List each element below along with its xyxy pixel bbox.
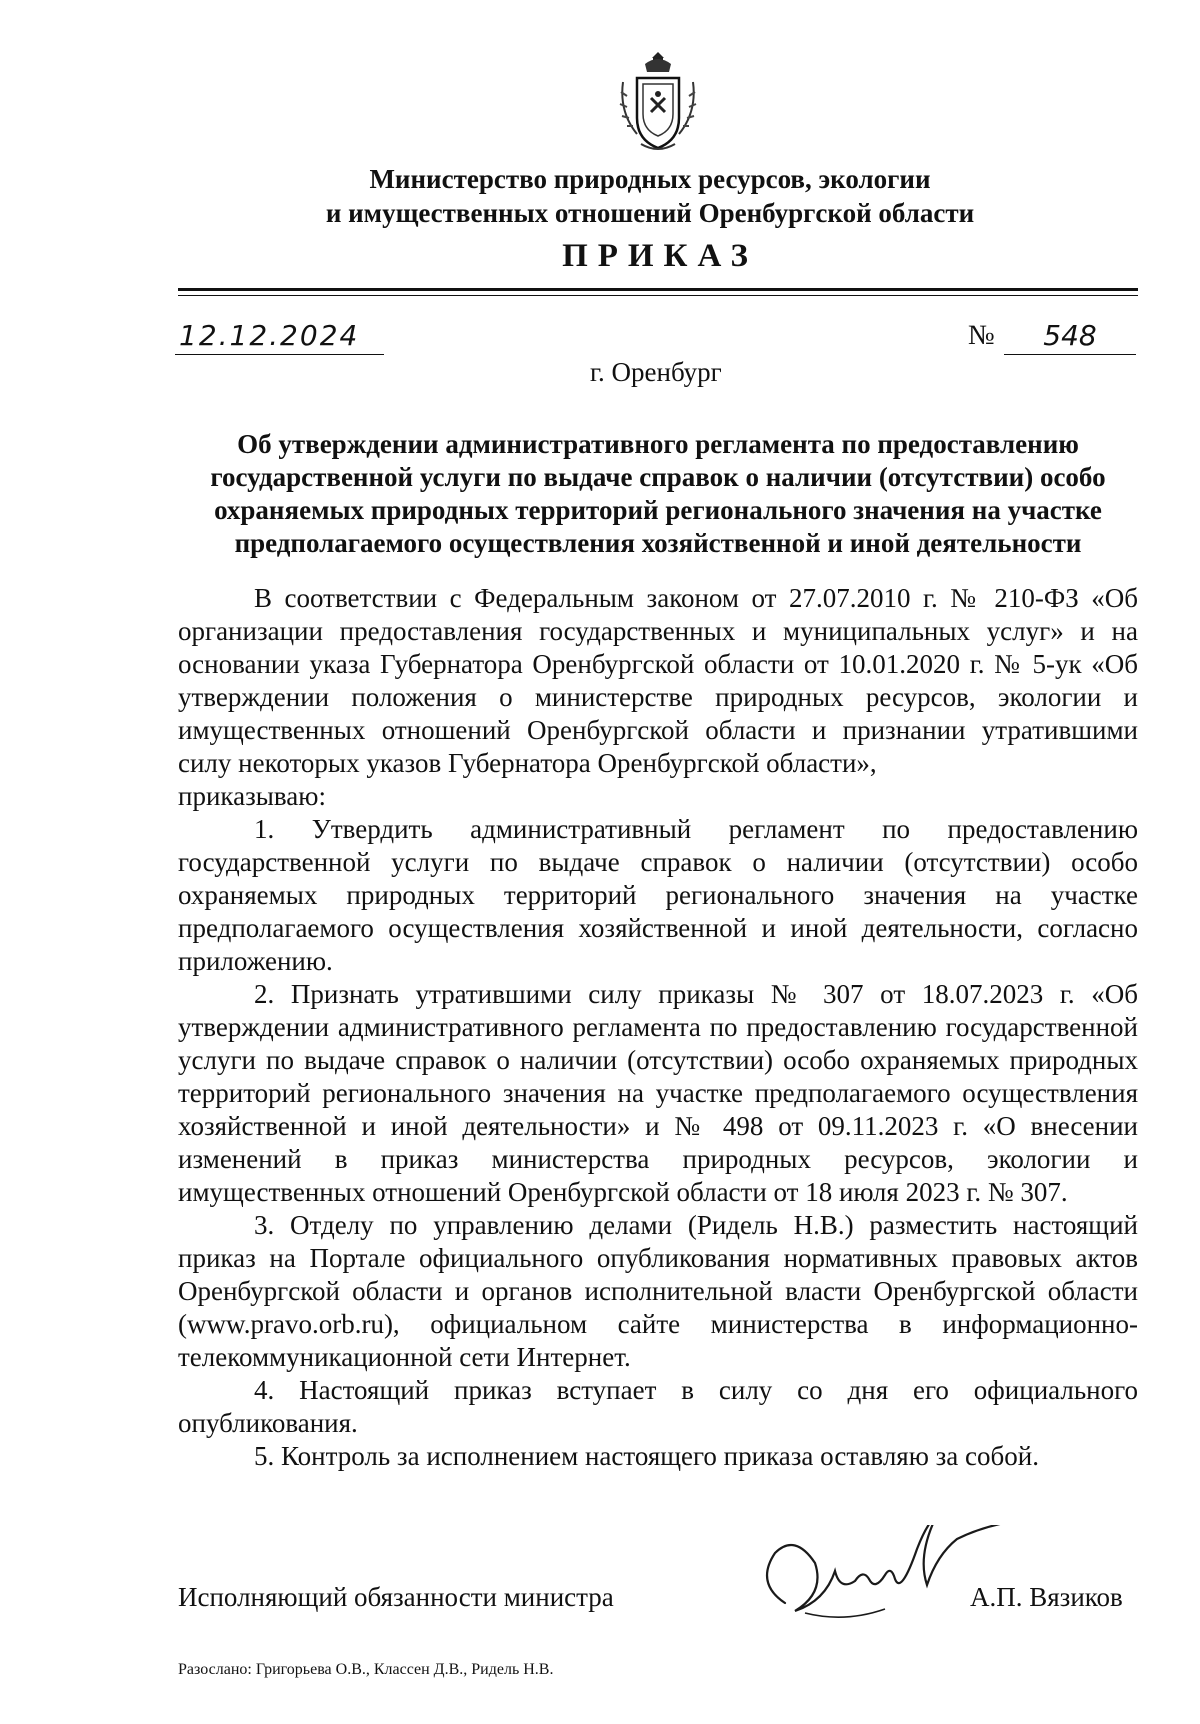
order-word: приказываю: — [178, 781, 326, 811]
document-type: ПРИКАЗ — [562, 238, 758, 274]
document-date: 12.12.2024 — [175, 318, 384, 355]
ministry-line-1: Министерство природных ресурсов, экологии — [369, 164, 931, 194]
signer-name: А.П. Вязиков — [970, 1582, 1123, 1612]
order-item: 2. Признать утратившими силу приказы № 307 от 18.07.2023 г. «Об утверждении административного регламента по предоставлению государственной услуги по выдаче справок о наличии (отсутствии) особо охраняемых природных территорий регионального значения на участке предполагаемого осуществления хозяйственной и иной деятельности» и № 498 от 09.11.2023 г. «О внесении изменений в приказ министерства природных ресурсов, экологии и имущественных отношений Оренбургской области от 18 июля 2023 г. № 307. — [178, 979, 1138, 1207]
order-item: 3. Отделу по управлению делами (Ридель Н.В.) разместить настоящий приказ на Портале официального опубликования нормативных правовых актов Оренбургской области и органов исполнительной власти Оренбургской области (www.pravo.orb.ru), официальном сайте министерства в информационно-телекоммуникационной сети Интернет. — [178, 1210, 1138, 1372]
ministry-line-2: и имущественных отношений Оренбургской области — [325, 198, 975, 228]
order-item: 4. Настоящий приказ вступает в силу со дня его официального опубликования. — [178, 1375, 1138, 1438]
coat-of-arms-icon — [615, 48, 701, 158]
signer-title: Исполняющий обязанности министра — [178, 1582, 614, 1612]
ministry-name — [260, 162, 1040, 230]
header-rule-thin — [178, 295, 1138, 296]
number-label: № — [968, 320, 995, 351]
document-city: г. Оренбург — [590, 357, 722, 387]
order-item: 1. Утвердить административный регламент по предоставлению государственной услуги по выдаче справок о наличии (отсутствии) особо охраняемых природных территорий регионального значения на участке предполагаемого осуществления хозяйственной и иной деятельности, согласно приложению. — [178, 814, 1138, 976]
document-subject: Об утверждении административного регламента по предоставлению государственной услуги по выдаче справок о наличии (отсутствии) особо охраняемых природных территорий регионального значения на участке предполагаемого осуществления хозяйственной и иной деятельности — [210, 429, 1106, 558]
order-item: 5. Контроль за исполнением настоящего приказа оставляю за собой. — [254, 1441, 1039, 1471]
document-number: 548 — [1004, 318, 1136, 355]
document-body — [178, 582, 1138, 1473]
distribution-list: Разослано: Григорьева О.В., Классен Д.В., Ридель Н.В. — [178, 1661, 554, 1678]
preamble: В соответствии с Федеральным законом от 27.07.2010 г. № 210-ФЗ «Об организации предоставления государственных и муниципальных услуг» и на основании указа Губернатора Оренбургской области от 10.01.2020 г. № 5-ук «Об утверждении положения о министерстве природных ресурсов, экологии и имущественных отношений Оренбургской области и признании утратившими силу некоторых указов Губернатора Оренбургской области», — [178, 583, 1138, 778]
header-rule-thick — [178, 288, 1138, 291]
